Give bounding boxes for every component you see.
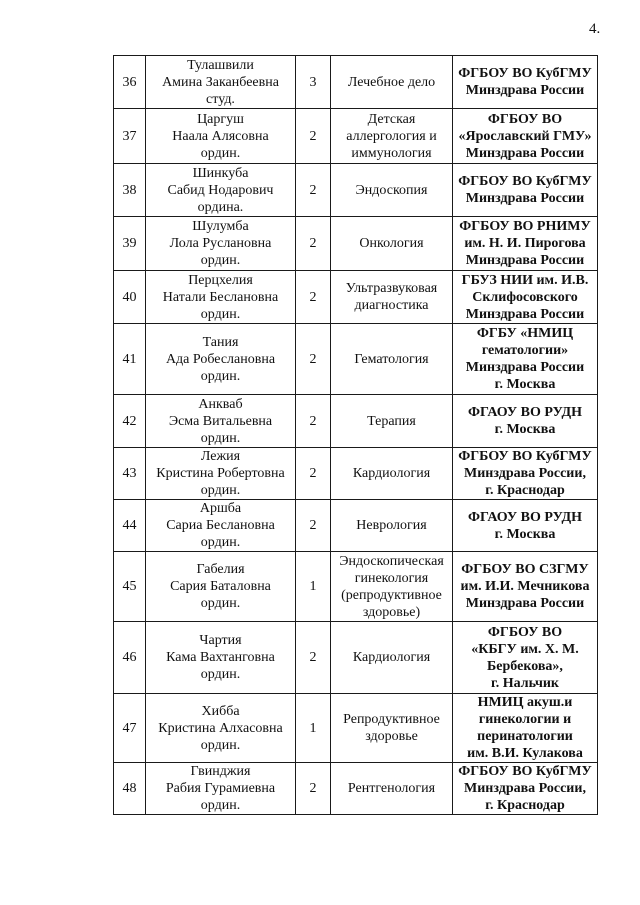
row-number-cell — [114, 763, 146, 815]
institution-line: ФГБОУ ВО РНИМУ — [459, 219, 591, 234]
student-name-line: Амина Заканбеевна — [162, 74, 279, 90]
student-name-cell — [146, 164, 296, 217]
row-number-cell — [114, 395, 146, 448]
institution-line: Минздрава России — [465, 360, 585, 375]
institution-line: ФГБУ «НМИЦ — [476, 326, 574, 341]
course-year-value: 2 — [309, 182, 317, 198]
student-name-cell — [146, 763, 296, 815]
course-year-cell — [296, 164, 331, 217]
student-name-cell — [146, 217, 296, 271]
row-number-cell — [114, 448, 146, 500]
specialty-cell — [331, 164, 453, 217]
specialty-line: Гематология — [354, 351, 429, 367]
row-number-value: 48 — [122, 781, 137, 796]
specialty-line: (репродуктивное — [341, 587, 442, 603]
row-number-value: 42 — [122, 413, 137, 429]
specialty-cell — [331, 552, 453, 622]
institution-line: ФГАОУ ВО РУДН — [467, 509, 582, 525]
specialty-cell — [331, 109, 453, 164]
page-number: 4. — [589, 21, 601, 37]
course-year-value: 2 — [309, 128, 317, 144]
row-number-value: 41 — [122, 351, 137, 367]
student-name-line: Наала Алясовна — [172, 128, 269, 144]
institution-cell — [453, 694, 598, 763]
row-number-value: 36 — [122, 74, 137, 90]
specialty-line: диагностика — [354, 298, 429, 313]
specialty-line: Репродуктивное — [343, 712, 440, 727]
student-name-line: Лежия — [200, 449, 241, 464]
specialty-line: аллергология и — [346, 128, 437, 144]
specialty-line: Кардиология — [352, 466, 431, 481]
table-row — [114, 622, 598, 694]
institution-cell — [453, 109, 598, 164]
row-number-value: 38 — [122, 182, 137, 198]
student-name-cell — [146, 324, 296, 395]
student-name-line: Тулашвили — [187, 57, 254, 73]
row-number-value: 39 — [122, 236, 137, 251]
course-year-value: 2 — [309, 351, 317, 367]
specialty-cell — [331, 500, 453, 552]
student-name-line: ордин. — [200, 535, 241, 550]
student-name-line: ордин. — [200, 368, 241, 384]
student-name-cell — [146, 622, 296, 694]
course-year-value: 2 — [309, 236, 317, 251]
course-year-cell — [296, 271, 331, 324]
institution-line: ФГБОУ ВО — [487, 624, 563, 640]
table-row — [114, 500, 598, 552]
student-name-line: Габелия — [196, 562, 245, 577]
institution-line: «Ярославский ГМУ» — [458, 128, 592, 144]
course-year-cell — [296, 622, 331, 694]
specialty-cell — [331, 271, 453, 324]
row-number-cell — [114, 56, 146, 109]
student-name-cell — [146, 500, 296, 552]
course-year-cell — [296, 109, 331, 164]
course-year-cell — [296, 500, 331, 552]
course-year-value: 2 — [309, 650, 317, 665]
table-row — [114, 109, 598, 164]
row-number-cell — [114, 500, 146, 552]
course-year-value: 2 — [309, 466, 317, 481]
course-year-cell — [296, 448, 331, 500]
institution-line: им. Н. И. Пирогова — [464, 236, 586, 251]
specialty-line: Кардиология — [352, 650, 431, 665]
specialty-line: иммунология — [351, 145, 432, 161]
student-name-line: ордин. — [200, 306, 241, 322]
row-number-cell — [114, 694, 146, 763]
institution-line: Минздрава России — [465, 306, 585, 322]
institution-line: ФГБОУ ВО СЗГМУ — [461, 562, 589, 577]
institution-line: Минздрава России, — [464, 466, 586, 481]
student-name-cell — [146, 395, 296, 448]
student-name-line: ордин. — [200, 430, 241, 446]
institution-cell — [453, 271, 598, 324]
row-number-value: 40 — [122, 289, 137, 305]
row-number-value: 43 — [122, 466, 137, 481]
institution-line: ГБУЗ НИИ им. И.В. — [461, 272, 589, 288]
row-number-value: 37 — [122, 128, 137, 144]
institution-cell — [453, 56, 598, 109]
table-row — [114, 552, 598, 622]
student-name-line: ордин. — [200, 667, 241, 682]
table-row — [114, 271, 598, 324]
student-name-line: Лола Руслановна — [169, 236, 272, 251]
student-name-line: Гвинджия — [190, 764, 251, 779]
specialty-line: здоровье — [365, 729, 418, 744]
student-name-line: Чартия — [199, 633, 242, 648]
institution-line: им. И.И. Мечникова — [460, 579, 590, 594]
student-name-cell — [146, 271, 296, 324]
institution-line: перинатологии — [477, 729, 573, 744]
specialty-cell — [331, 694, 453, 763]
table-row — [114, 694, 598, 763]
row-number-value: 47 — [122, 720, 137, 736]
course-year-value: 2 — [309, 289, 317, 305]
student-name-line: Сариа Беслановна — [166, 518, 275, 533]
institution-line: ФГАОУ ВО РУДН — [467, 405, 582, 420]
student-name-line: Сария Баталовна — [170, 579, 271, 594]
student-name-cell — [146, 552, 296, 622]
participants-table — [113, 55, 598, 815]
course-year-cell — [296, 395, 331, 448]
student-name-line: Сабид Нодарович — [167, 182, 274, 198]
institution-line: г. Краснодар — [485, 483, 565, 498]
institution-line: гинекологии и — [478, 712, 572, 727]
student-name-line: Натали Беслановна — [162, 289, 279, 305]
specialty-cell — [331, 448, 453, 500]
course-year-cell — [296, 324, 331, 395]
student-name-line: Шинкуба — [192, 165, 249, 181]
specialty-line: Лечебное дело — [347, 74, 436, 90]
institution-cell — [453, 395, 598, 448]
table-row — [114, 395, 598, 448]
course-year-value: 1 — [309, 720, 317, 736]
course-year-cell — [296, 56, 331, 109]
institution-cell — [453, 164, 598, 217]
course-year-value: 2 — [309, 413, 317, 429]
institution-line: Минздрава России, — [464, 781, 586, 796]
student-name-line: ордин. — [200, 145, 241, 161]
student-name-line: Аршба — [199, 501, 242, 516]
row-number-cell — [114, 552, 146, 622]
institution-line: ФГБОУ ВО — [487, 111, 563, 127]
student-name-cell — [146, 109, 296, 164]
row-number-cell — [114, 217, 146, 271]
institution-line: Минздрава России — [465, 83, 585, 98]
course-year-cell — [296, 552, 331, 622]
institution-cell — [453, 763, 598, 815]
row-number-value: 44 — [122, 518, 137, 533]
student-name-cell — [146, 694, 296, 763]
specialty-cell — [331, 324, 453, 395]
institution-line: ФГБОУ ВО КубГМУ — [458, 174, 592, 189]
institution-line: Бербекова», — [487, 658, 563, 674]
institution-line: Минздрава России — [465, 596, 585, 611]
specialty-line: Ультразвуковая — [345, 281, 438, 296]
row-number-cell — [114, 324, 146, 395]
student-name-line: Кристина Алхасовна — [158, 720, 283, 736]
row-number-value: 46 — [122, 650, 137, 665]
institution-cell — [453, 217, 598, 271]
student-name-line: ордин. — [200, 483, 241, 498]
institution-line: НМИЦ акуш.и — [477, 695, 573, 710]
table-row — [114, 164, 598, 217]
institution-line: г. Москва — [494, 526, 556, 542]
specialty-cell — [331, 56, 453, 109]
student-name-line: Хибба — [201, 703, 240, 719]
course-year-value: 2 — [309, 518, 317, 533]
course-year-value: 2 — [309, 781, 317, 796]
student-name-line: ордин. — [200, 737, 241, 753]
student-name-line: Ада Робеслановна — [165, 351, 276, 367]
row-number-value: 45 — [122, 579, 137, 594]
student-name-line: ордин. — [200, 798, 241, 813]
student-name-line: ордина. — [197, 199, 244, 215]
student-name-line: Царгуш — [197, 111, 244, 127]
course-year-cell — [296, 763, 331, 815]
student-name-cell — [146, 448, 296, 500]
specialty-line: Эндоскопия — [355, 182, 428, 198]
specialty-line: Неврология — [356, 518, 427, 533]
institution-line: Минздрава России — [465, 191, 585, 206]
institution-line: ФГБОУ ВО КубГМУ — [458, 66, 592, 81]
student-name-line: ордин. — [200, 253, 241, 268]
student-name-line: Анкваб — [198, 396, 243, 412]
course-year-cell — [296, 694, 331, 763]
specialty-line: здоровье) — [362, 604, 421, 620]
institution-line: г. Москва — [494, 422, 556, 437]
student-name-line: ордин. — [200, 596, 241, 611]
row-number-cell — [114, 109, 146, 164]
specialty-cell — [331, 622, 453, 694]
institution-line: г. Краснодар — [485, 798, 565, 813]
institution-line: ФГБОУ ВО КубГМУ — [458, 764, 592, 779]
course-year-value: 3 — [309, 74, 317, 90]
student-name-line: Тания — [202, 334, 239, 350]
student-name-line: Эсма Витальевна — [168, 413, 273, 429]
table-row — [114, 56, 598, 109]
student-name-line: Перцхелия — [188, 272, 253, 288]
institution-line: Склифосовского — [472, 289, 578, 305]
row-number-cell — [114, 271, 146, 324]
institution-line: им. В.И. Кулакова — [467, 746, 583, 761]
institution-cell — [453, 552, 598, 622]
specialty-line: Терапия — [367, 413, 416, 429]
specialty-line: Онкология — [359, 236, 424, 251]
table-row — [114, 448, 598, 500]
institution-cell — [453, 448, 598, 500]
specialty-cell — [331, 395, 453, 448]
student-name-line: студ. — [206, 91, 235, 107]
institution-cell — [453, 622, 598, 694]
institution-line: «КБГУ им. Х. М. — [471, 641, 579, 657]
institution-line: ФГБОУ ВО КубГМУ — [458, 449, 592, 464]
student-name-line: Кристина Робертовна — [156, 466, 285, 481]
institution-cell — [453, 500, 598, 552]
table-row — [114, 217, 598, 271]
institution-cell — [453, 324, 598, 395]
table-row — [114, 324, 598, 395]
specialty-line: Эндоскопическая — [339, 553, 444, 569]
institution-line: Минздрава России — [465, 145, 585, 161]
student-name-cell — [146, 56, 296, 109]
specialty-line: Детская — [367, 111, 416, 127]
student-name-line: Шулумба — [192, 219, 249, 234]
specialty-line: гинекология — [354, 570, 429, 586]
row-number-cell — [114, 164, 146, 217]
specialty-line: Рентгенология — [347, 781, 436, 796]
table-row — [114, 763, 598, 815]
specialty-cell — [331, 763, 453, 815]
specialty-cell — [331, 217, 453, 271]
institution-line: Минздрава России — [465, 253, 585, 268]
course-year-cell — [296, 217, 331, 271]
student-name-line: Рабия Гурамиевна — [165, 781, 276, 796]
course-year-value: 1 — [309, 579, 317, 594]
student-name-line: Кама Вахтанговна — [166, 650, 275, 665]
institution-line: гематологии» — [481, 343, 569, 358]
institution-line: г. Москва — [494, 377, 556, 392]
row-number-cell — [114, 622, 146, 694]
institution-line: г. Нальчик — [490, 675, 559, 691]
table-body — [114, 56, 598, 815]
